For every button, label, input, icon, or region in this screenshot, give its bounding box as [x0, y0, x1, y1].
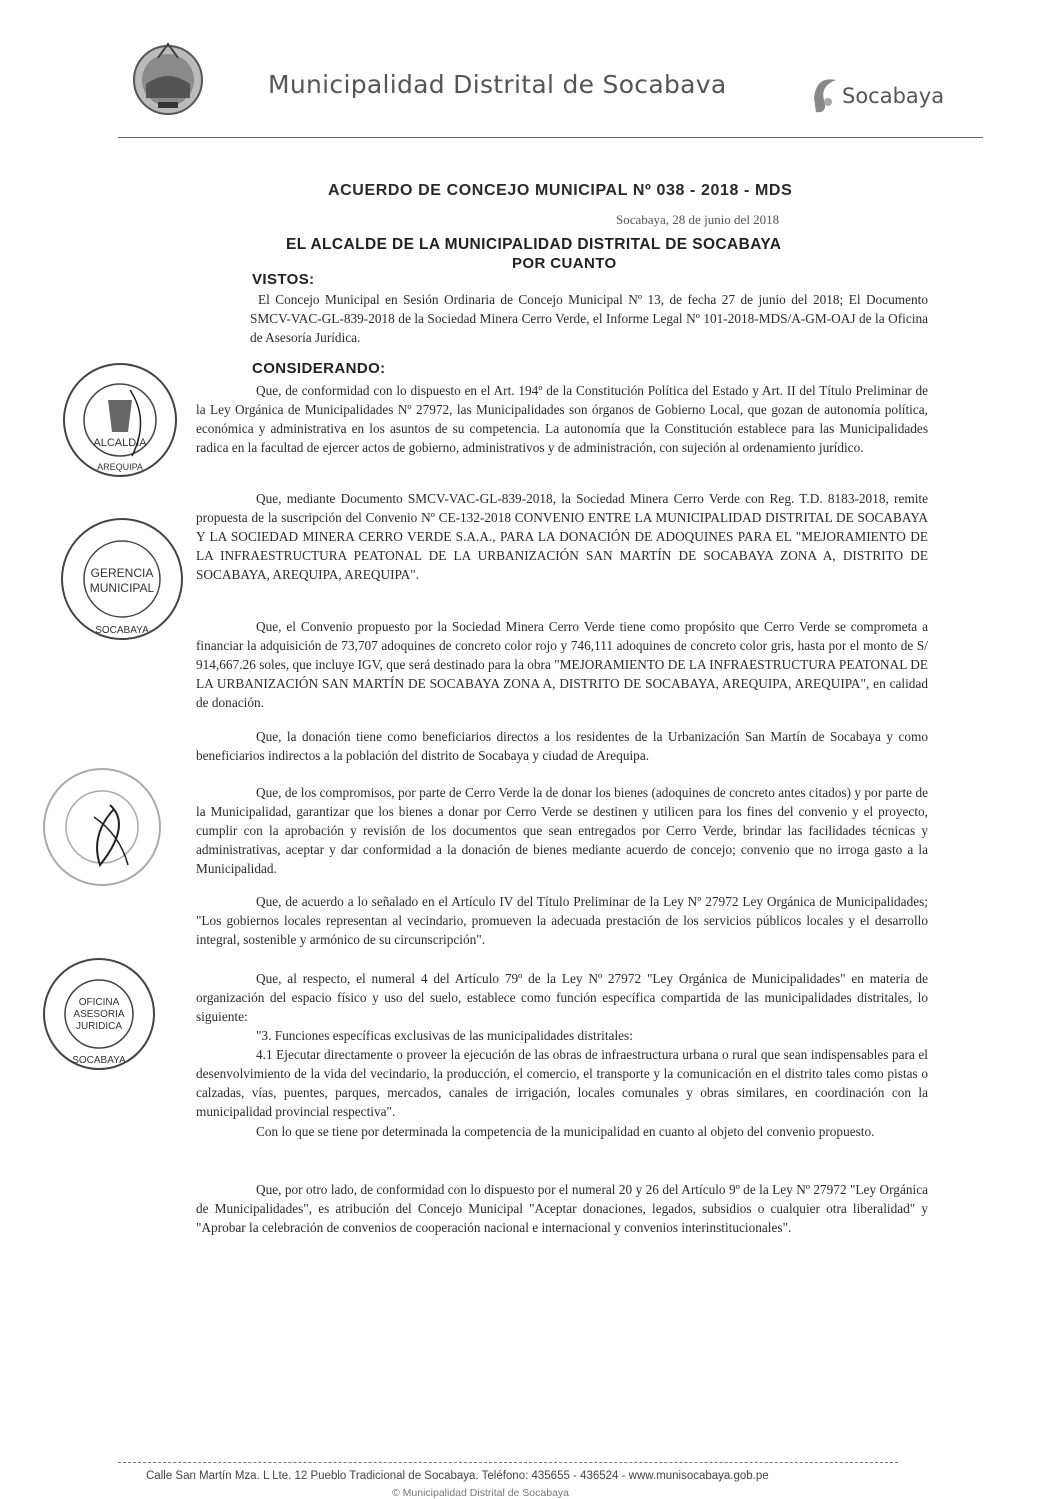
alcaldia-bottom-text: AREQUIPA — [97, 462, 143, 472]
footer-address: Calle San Martín Mza. L Lte. 12 Pueblo Tradicional de Socabaya. Teléfono: 435655 - 436524 - www.munisocabaya.gob.pe — [146, 1470, 769, 1482]
considerando-paragraph-2: Que, mediante Documento SMCV-VAC-GL-839-2018, la Sociedad Minera Cerro Verde con Reg. T.D. 8183-2018, remite propuesta de la suscripción del Convenio Nº CE-132-2018 CONVENIO ENTRE LA MUNICIPALIDAD DISTRITAL DE SOCABAYA Y LA SOCIEDAD MINERA CERRO VERDE S.A.A., PARA LA DONACIÓN DE ADOQUINES PARA EL "MEJORAMIENTO DE LA INFRAESTRUCTURA PEATONAL DE LA URBANIZACIÓN SAN MARTÍN DE SOCABAYA ZONA A, DISTRITO DE SOCABAYA, AREQUIPA, AREQUIPA". — [196, 491, 928, 582]
header-divider — [118, 137, 983, 138]
considerando-paragraph-7: Que, al respecto, el numeral 4 del Artículo 79º de la Ley Nº 27972 "Ley Orgánica de Municipalidades" en materia de organización del espacio físico y uso del suelo, establece como función específica compartida de las municipalidades distritales, lo siguiente: — [196, 971, 928, 1024]
footer-divider — [118, 1462, 898, 1463]
gerencia-seal-stamp — [58, 515, 186, 643]
gerencia-center-line-1: GERENCIA — [90, 566, 154, 580]
gerencia-center-line-2: MUNICIPAL — [89, 581, 155, 595]
considerando-paragraph-8: Que, por otro lado, de conformidad con lo dispuesto por el numeral 20 y 26 del Artículo 9º de la Ley Nº 27972 "Ley Orgánica de Municipalidades", es atribución del Concejo Municipal "Aceptar donaciones, legados, subsidios o cualquier otra liberalidad" y "Aprobar la celebración de convenios de cooperación nacional e internacional y convenios interinstitucionales". — [196, 1182, 928, 1235]
considerando-paragraph-3: Que, el Convenio propuesto por la Sociedad Minera Cerro Verde tiene como propósito que Cerro Verde se comprometa a financiar la adquisición de 73,707 adoquines de concreto color rojo y 746,111 adoquines de concreto color gris, hasta por el monto de S/ 914,667.26 soles, que incluye IGV, que será destinado para la obra "MEJORAMIENTO DE LA INFRAESTRUCTURA PEATONAL DE LA URBANIZACIÓN SAN MARTÍN DE SOCABAYA ZONA A, DISTRITO DE SOCABAYA, AREQUIPA, AREQUIPA", en calidad de donación. — [196, 619, 928, 710]
vistos-heading: VISTOS: — [252, 271, 315, 288]
alcaldia-center-text: ALCALDIA — [93, 437, 147, 449]
secretaria-seal-stamp — [40, 765, 165, 890]
considerando-paragraph-5: Que, de los compromisos, por parte de Cerro Verde la de donar los bienes (adoquines de concreto antes citados) y por parte de la Municipalidad, garantizar que los bienes a donar por Cerro Verde se destinen y utilicen para los fines del convenio y el proyecto, cumplir con la aprobación y revisión de los documentos que sean entregados por Cerro Verde, brindar las facilidades técnicas y administrativas, aceptar y dar conformidad a la donación de bienes mediante acuerdo de concejo; convenio que no irroga gasto a la Municipalidad. — [196, 785, 928, 876]
quote-functions-heading: "3. Funciones específicas exclusivas de las municipalidades distritales: — [256, 1028, 633, 1043]
document-title: ACUERDO DE CONCEJO MUNICIPAL Nº 038 - 2018 - MDS — [328, 182, 793, 199]
footer-copyright: © Municipalidad Distrital de Socabaya — [392, 1487, 569, 1499]
competence-conclusion: Con lo que se tiene por determinada la competencia de la municipalidad en cuanto al objeto del convenio propuesto. — [256, 1124, 875, 1139]
considerando-heading: CONSIDERANDO: — [252, 360, 386, 377]
considerando-paragraph-1: Que, de conformidad con lo dispuesto en el Art. 194º de la Constitución Política del Estado y Art. II del Título Preliminar de la Ley Orgánica de Municipalidades Nº 27972, las Municipalidades son órganos de Gobierno Local, que gozan de autonomía política, económica y administrativa en los asuntos de su competencia. La autonomía que la Constitución establece para las Municipalidades radica en la facultad de ejercer actos de gobierno, administrativos y de administración, con sujeción al ordenamiento jurídico. — [196, 383, 928, 455]
quote-functions-item: 4.1 Ejecutar directamente o proveer la ejecución de las obras de infraestructura urbana o rural que sean indispensables para el desenvolvimiento de la vida del vecindario, la producción, el comercio, el transporte y la comunicación en el distrito tales como pistas o calzadas, vías, puentes, parques, mercados, canales de irrigación, locales comunales y obras similares, en coordinación con la municipalidad provincial respectiva". — [196, 1047, 928, 1119]
header-title: Municipalidad Distrital de Socabava — [268, 70, 727, 99]
document-date: Socabaya, 28 de junio del 2018 — [616, 212, 780, 227]
mayor-heading: EL ALCALDE DE LA MUNICIPALIDAD DISTRITAL DE SOCABAYA — [286, 236, 782, 253]
considerando-paragraph-4: Que, la donación tiene como beneficiarios directos a los residentes de la Urbanización San Martín de Socabaya y como beneficiarios indirectos a la población del distrito de Socabaya y ciudad de Arequipa. — [196, 729, 928, 763]
brand-text: Socabaya — [842, 84, 945, 108]
asesoria-bottom-text: SOCABAYA — [72, 1055, 126, 1066]
asesoria-center-line-1: OFICINA — [78, 997, 120, 1008]
vistos-text: El Concejo Municipal en Sesión Ordinaria de Concejo Municipal Nº 13, de fecha 27 de junio del 2018; El Documento SMCV-VAC-GL-839-2018 de la Sociedad Minera Cerro Verde, el Informe Legal Nº 101-2018-MDS/A-GM-OAJ de la Oficina de Asesoría Jurídica. — [250, 292, 928, 345]
gerencia-bottom-text: SOCABAYA — [95, 625, 149, 636]
por-cuanto-heading: POR CUANTO — [512, 255, 617, 272]
asesoria-center-line-2: ASESORIA — [73, 1009, 125, 1020]
alcaldia-seal-stamp — [60, 360, 180, 480]
socabaya-brand-logo — [806, 68, 956, 128]
municipal-crest-logo — [128, 38, 208, 118]
considerando-paragraph-6: Que, de acuerdo a lo señalado en el Artículo IV del Título Preliminar de la Ley Nº 27972 Ley Orgánica de Municipalidades; "Los gobiernos locales representan al vecindario, promueven la adecuada prestación de los servicios públicos locales y el desarrollo integral, sostenible y armónico de su circunscripción". — [196, 894, 928, 947]
asesoria-juridica-seal-stamp — [40, 955, 158, 1073]
asesoria-center-line-3: JURIDICA — [75, 1021, 123, 1032]
